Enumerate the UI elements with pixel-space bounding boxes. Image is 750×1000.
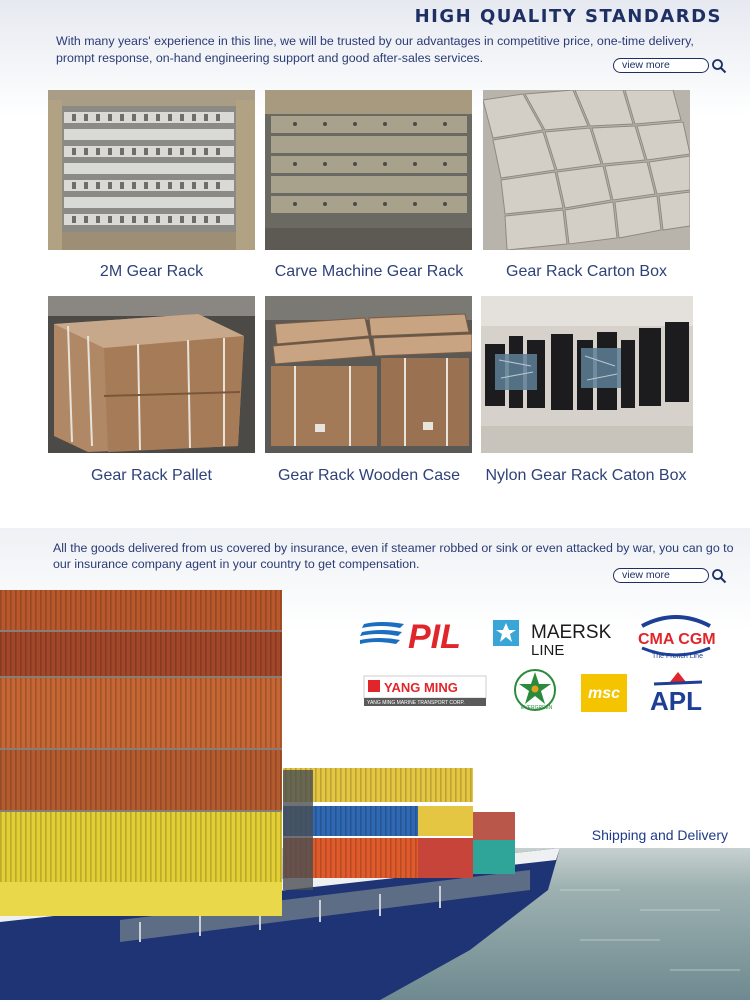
pil-logo	[360, 618, 461, 656]
pil-text: PIL	[408, 618, 461, 656]
product-image-2m-gear-rack[interactable]	[48, 90, 255, 250]
product-caption[interactable]: Gear Rack Carton Box	[506, 263, 667, 280]
product-image-gear-rack-wooden-case[interactable]	[265, 296, 472, 453]
product-image-carve-machine-gear-rack[interactable]	[265, 90, 472, 250]
yang-ming-logo	[364, 676, 486, 706]
maersk-text: MAERSK	[531, 622, 612, 643]
yangming-sub: YANG MING MARINE TRANSPORT CORP.	[367, 700, 465, 706]
view-more-button[interactable]: view more	[613, 568, 709, 583]
search-icon[interactable]	[711, 58, 727, 74]
product-image-nylon-gear-rack-caton-box[interactable]	[481, 296, 693, 453]
section-title: HIGH QUALITY STANDARDS	[414, 6, 722, 27]
apl-text: APL	[650, 686, 702, 712]
product-caption[interactable]: Carve Machine Gear Rack	[274, 263, 464, 280]
product-image-gear-rack-pallet[interactable]	[48, 296, 255, 453]
yangming-text: YANG MING	[384, 680, 458, 695]
product-caption[interactable]: Gear Rack Pallet	[91, 467, 212, 484]
product-image-gear-rack-carton-box[interactable]	[483, 90, 690, 250]
shipping-section	[0, 528, 750, 1000]
cma-text: CMA CGM	[638, 631, 716, 648]
evergreen-logo	[515, 670, 555, 711]
shipping-delivery-label[interactable]: Shipping and Delivery	[591, 827, 728, 843]
insurance-text: All the goods delivered from us covered by insurance, even if steamer robbed or sink or even attacked by war, you can go to our insurance company agent in your country to get compensation.	[53, 541, 734, 571]
maersk-sub: LINE	[531, 642, 565, 659]
cma-cgm-logo	[638, 617, 716, 660]
view-more-button[interactable]: view more	[613, 58, 709, 73]
apl-logo	[650, 672, 702, 712]
search-icon[interactable]	[711, 568, 727, 584]
product-caption[interactable]: Nylon Gear Rack Caton Box	[485, 467, 687, 484]
msc-text: msc	[588, 685, 621, 702]
product-caption[interactable]: Gear Rack Wooden Case	[277, 467, 460, 484]
msc-logo	[581, 674, 627, 712]
carrier-logos	[360, 612, 730, 712]
maersk-logo	[493, 620, 612, 659]
product-caption[interactable]: 2M Gear Rack	[99, 263, 204, 280]
cma-sub: The French Line	[652, 653, 703, 660]
evergreen-text: EVERGREEN	[521, 705, 553, 711]
intro-text: With many years' experience in this line, we will be trusted by our advantages in competitive price, one-time delivery, prompt response, on-hand engineering support and good after-sales services.	[56, 34, 694, 65]
